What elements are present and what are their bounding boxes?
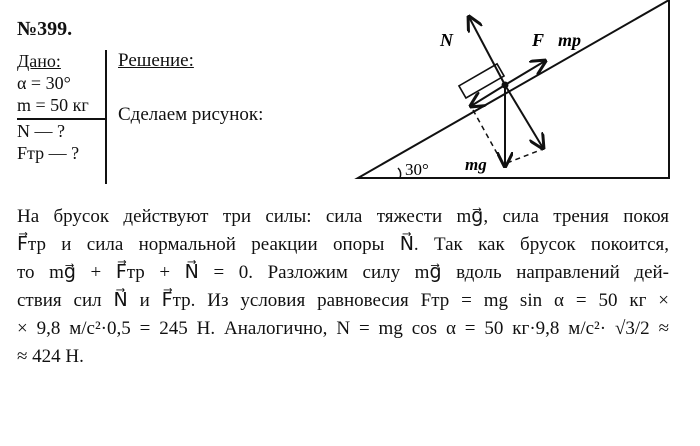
- text-line: × 9,8 м/с²·0,5 = 245 Н. Аналогично, N = mg cos α = 50 кг·9,8 м/с²· √3/2 ≈: [17, 318, 669, 339]
- gravity-label: mg⃗: [465, 155, 500, 174]
- angle-arc: [398, 168, 401, 178]
- normal-force-arrow: [469, 17, 505, 85]
- given-block: [17, 50, 105, 164]
- text-line: ≈ 424 Н.: [17, 346, 84, 367]
- center-point: [502, 82, 509, 89]
- inclined-plane-diagram: [340, 0, 680, 190]
- find-item: N — ?: [17, 121, 65, 141]
- solution-heading: Решение:: [118, 50, 194, 71]
- incline-triangle: [358, 0, 669, 178]
- given-vertical-divider: [105, 50, 107, 184]
- draw-prompt: Сделаем рисунок:: [118, 104, 264, 125]
- angle-label: 30°: [405, 160, 429, 179]
- perpendicular-component-arrow: [505, 85, 543, 148]
- find-item: Fтр — ?: [17, 143, 80, 163]
- given-item: m = 50 кг: [17, 95, 89, 115]
- given-heading: Дано:: [17, 51, 61, 71]
- problem-number: №399.: [17, 18, 73, 40]
- friction-label: F⃗тр: [532, 30, 582, 50]
- normal-label: N⃗: [440, 30, 467, 50]
- text-line: ствия сил N⃗ и F⃗тр. Из условия равновесия Fтр = mg sin α = 50 кг ×: [17, 290, 669, 311]
- text-line: F⃗тр и сила нормальной реакции опоры N⃗. Так как брусок покоится,: [17, 234, 669, 255]
- given-item: α = 30°: [17, 73, 71, 93]
- text-line: На брусок действуют три силы: сила тяжести mg⃗, сила трения покоя: [17, 206, 669, 227]
- text-line: то mg⃗ + F⃗тр + N⃗ = 0. Разложим силу mg⃗ вдоль направлений дей-: [17, 262, 669, 283]
- solution-text: [17, 203, 669, 371]
